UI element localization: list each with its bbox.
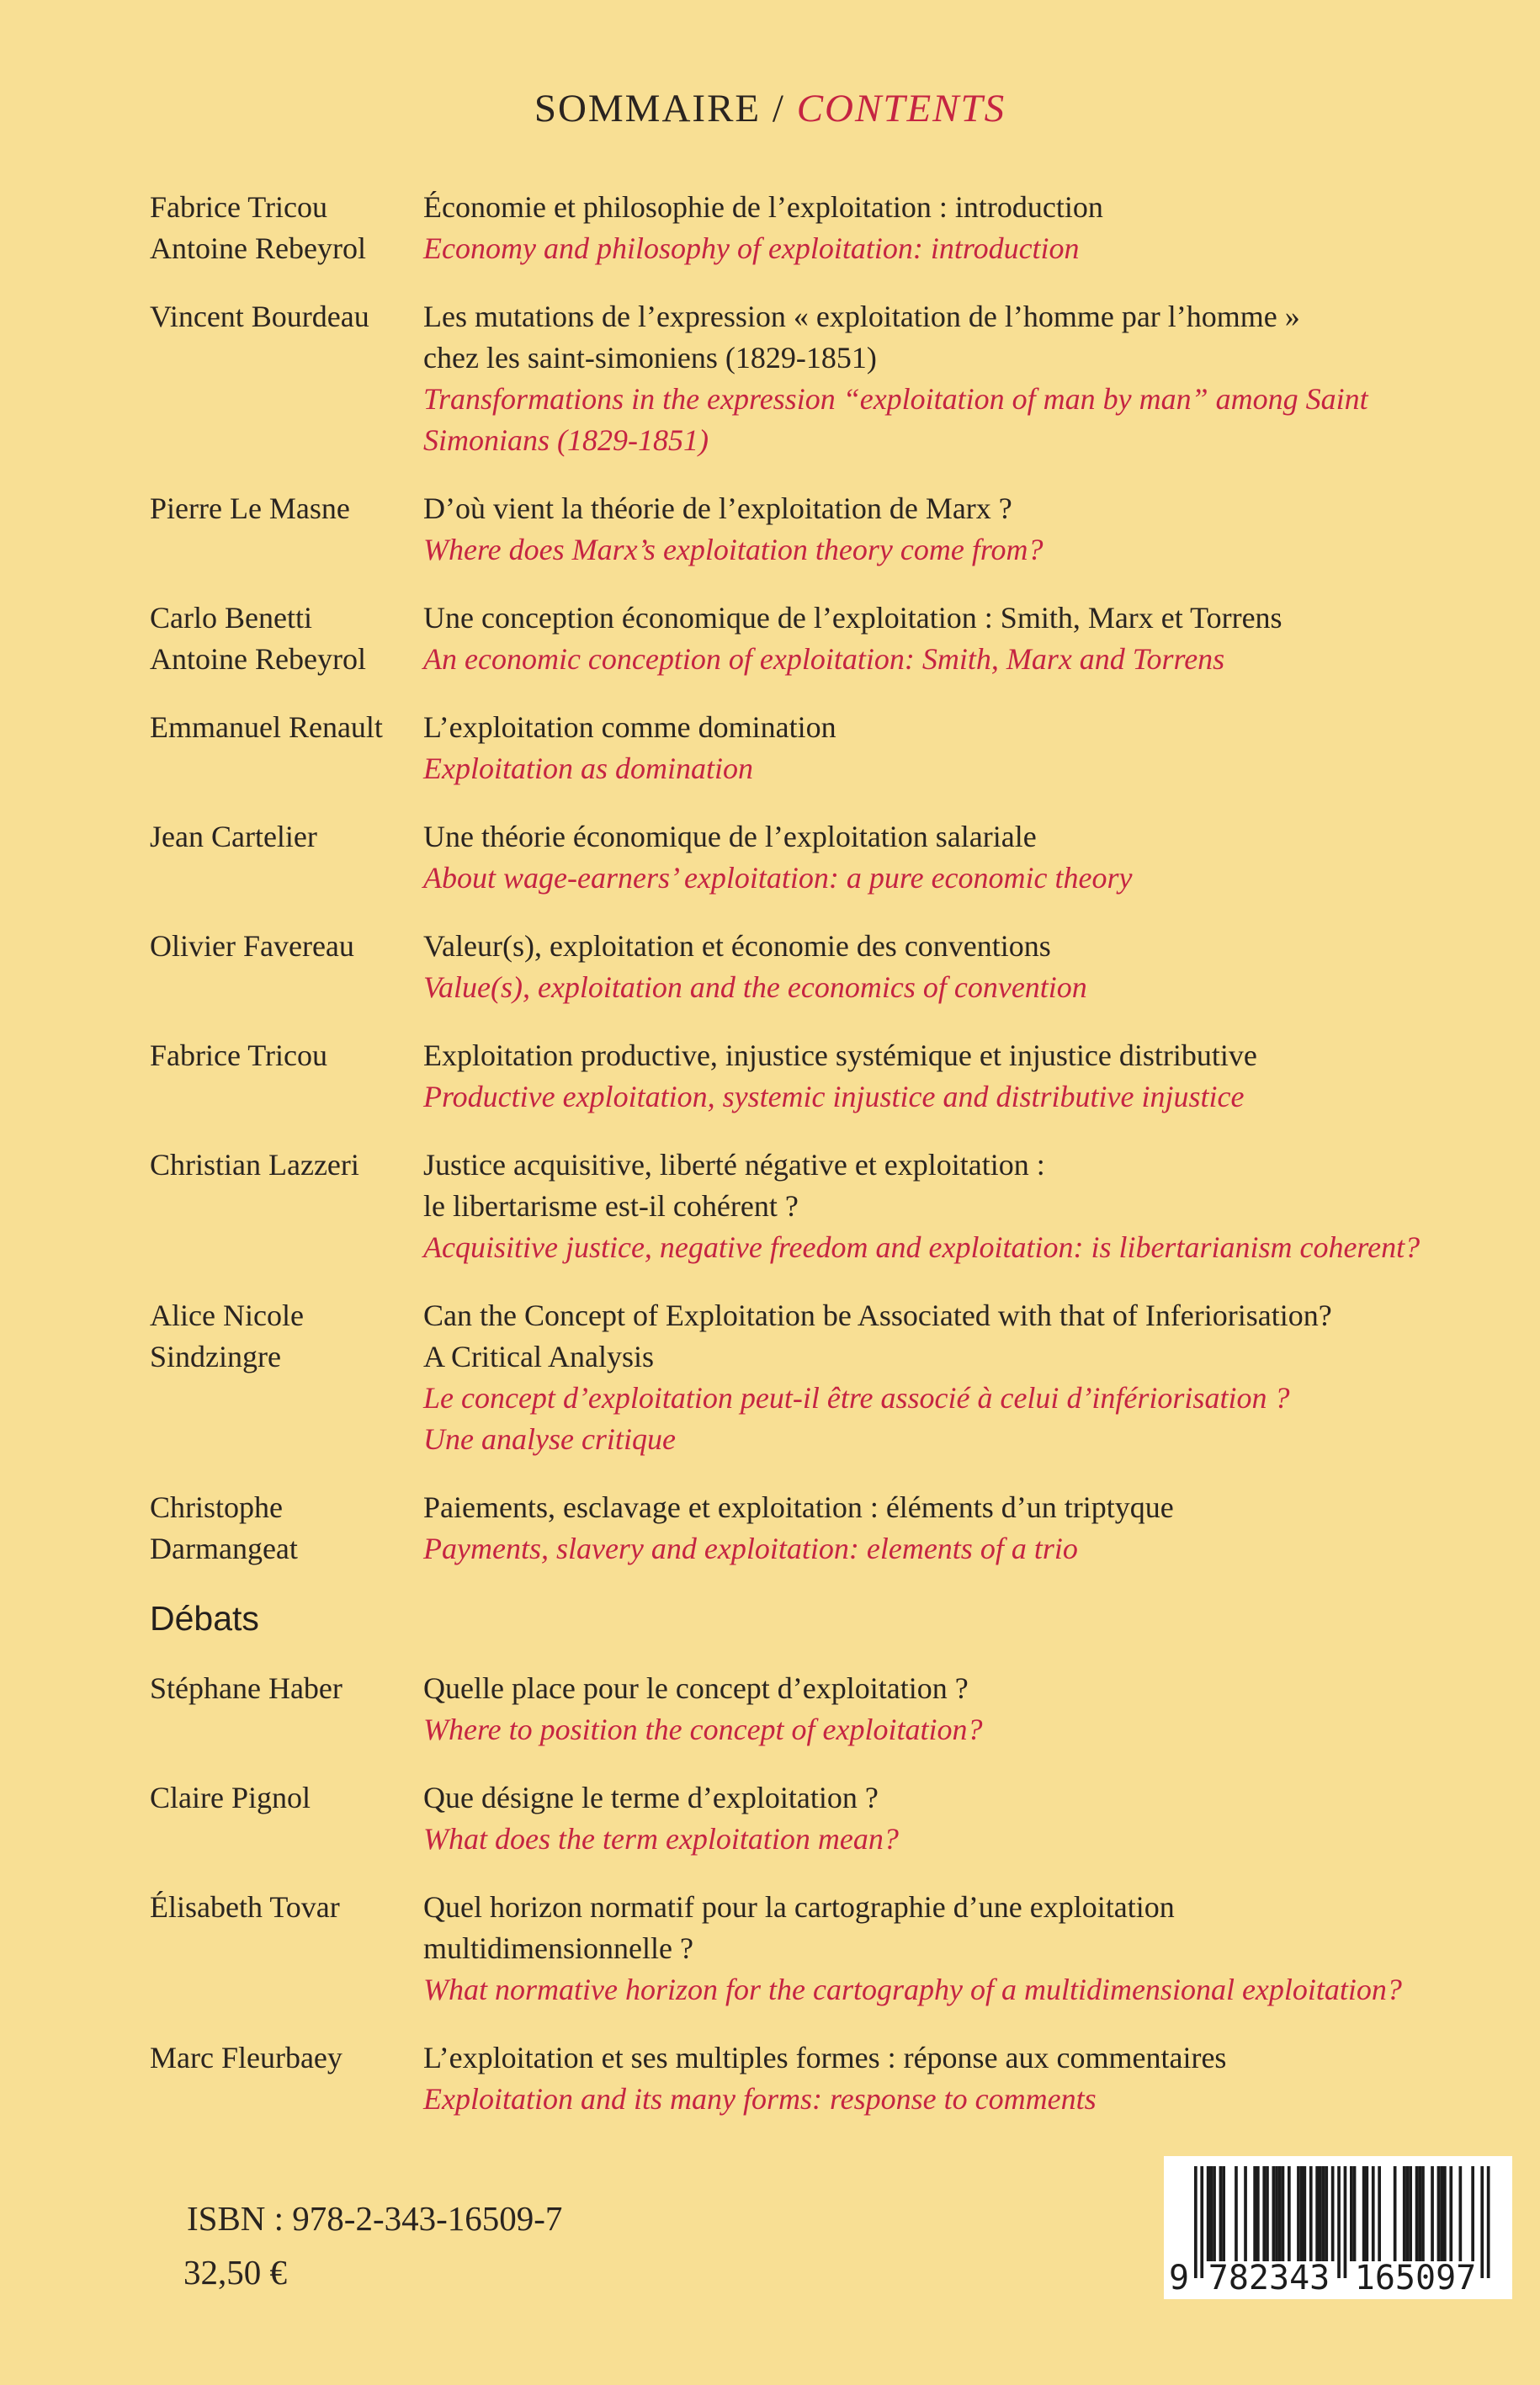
barcode-digit-left: 9	[1168, 2259, 1190, 2297]
entry-authors	[150, 1487, 423, 1570]
toc-entry	[150, 1145, 1481, 1268]
entry-titles	[423, 1295, 1481, 1460]
author-name: Antoine Rebeyrol	[150, 642, 366, 676]
author-name: Fabrice Tricou	[150, 1038, 327, 1072]
entry-titles	[423, 296, 1481, 461]
title-contents: CONTENTS	[796, 87, 1006, 130]
title-original: D’où vient la théorie de l’exploitation de Marx ?	[423, 491, 1012, 525]
author-name: Sindzingre	[150, 1340, 281, 1373]
entry-authors	[150, 1668, 423, 1709]
entry-authors	[150, 1145, 423, 1186]
entry-titles	[423, 1035, 1481, 1118]
title-translation: Une analyse critique	[423, 1422, 676, 1456]
toc-entry	[150, 598, 1481, 680]
title-translation: Le concept d’exploitation peut-il être associé à celui d’infériorisation ?	[423, 1381, 1290, 1415]
title-original: Can the Concept of Exploitation be Associated with that of Inferiorisation?	[423, 1299, 1332, 1332]
entry-authors	[150, 1035, 423, 1076]
entry-titles	[423, 926, 1481, 1008]
table-of-contents	[150, 187, 1481, 2147]
toc-articles-group	[150, 187, 1481, 1570]
author-name: Carlo Benetti	[150, 601, 312, 635]
title-translation: Where does Marx’s exploitation theory come from?	[423, 533, 1043, 566]
entry-authors	[150, 2037, 423, 2079]
title-original: L’exploitation et ses multiples formes : réponse aux commentaires	[423, 2041, 1227, 2074]
title-translation: Simonians (1829-1851)	[423, 423, 709, 457]
toc-entry	[150, 2037, 1481, 2120]
title-translation: Economy and philosophy of exploitation: introduction	[423, 231, 1080, 265]
entry-authors	[150, 598, 423, 680]
entry-titles	[423, 187, 1481, 269]
toc-entry	[150, 926, 1481, 1008]
entry-titles	[423, 488, 1481, 571]
title-original: Quel horizon normatif pour la cartographie d’une exploitation	[423, 1890, 1175, 1924]
author-name: Fabrice Tricou	[150, 190, 327, 224]
title-translation: Where to position the concept of exploitation?	[423, 1713, 983, 1746]
title-translation: About wage-earners’ exploitation: a pure economic theory	[423, 861, 1133, 895]
author-name: Claire Pignol	[150, 1781, 311, 1814]
entry-titles	[423, 1777, 1481, 1860]
entry-titles	[423, 816, 1481, 899]
entry-titles	[423, 1487, 1481, 1570]
author-name: Marc Fleurbaey	[150, 2041, 343, 2074]
toc-entry	[150, 1035, 1481, 1118]
title-original: Les mutations de l’expression « exploitation de l’homme par l’homme »	[423, 300, 1300, 333]
entry-authors	[150, 1295, 423, 1378]
author-name: Élisabeth Tovar	[150, 1890, 340, 1924]
title-original: Valeur(s), exploitation et économie des conventions	[423, 929, 1051, 963]
author-name: Stéphane Haber	[150, 1671, 343, 1705]
author-name: Emmanuel Renault	[150, 710, 383, 744]
title-translation: Acquisitive justice, negative freedom and exploitation: is libertarianism coherent?	[423, 1230, 1421, 1264]
entry-titles	[423, 1887, 1481, 2011]
title-original: Une conception économique de l’exploitation : Smith, Marx et Torrens	[423, 601, 1282, 635]
title-sommaire: SOMMAIRE /	[534, 87, 785, 130]
title-translation: Productive exploitation, systemic injustice and distributive injustice	[423, 1080, 1245, 1113]
barcode-digits-group2: 165097	[1354, 2259, 1477, 2297]
title-original: le libertarisme est-il cohérent ?	[423, 1189, 799, 1223]
title-translation: Transformations in the expression “exploitation of man by man” among Saint	[423, 382, 1368, 416]
author-name: Darmangeat	[150, 1532, 298, 1565]
title-original: chez les saint-simoniens (1829-1851)	[423, 341, 877, 374]
barcode-bars	[1164, 2156, 1512, 2299]
entry-titles	[423, 1668, 1481, 1750]
entry-authors	[150, 488, 423, 529]
title-translation: Exploitation and its many forms: response to comments	[423, 2082, 1097, 2116]
title-original: Quelle place pour le concept d’exploitation ?	[423, 1671, 969, 1705]
entry-authors	[150, 707, 423, 748]
author-name: Christophe	[150, 1490, 283, 1524]
entry-titles	[423, 1145, 1481, 1268]
barcode-digits-group1: 782343	[1208, 2259, 1330, 2297]
title-original: Économie et philosophie de l’exploitation : introduction	[423, 190, 1103, 224]
title-original: A Critical Analysis	[423, 1340, 654, 1373]
entry-authors	[150, 1887, 423, 1928]
isbn-text: ISBN : 978-2-343-16509-7	[187, 2199, 563, 2238]
title-translation: What does the term exploitation mean?	[423, 1822, 899, 1856]
title-original: multidimensionnelle ?	[423, 1931, 693, 1965]
entry-authors	[150, 1777, 423, 1819]
entry-titles	[423, 2037, 1481, 2120]
entry-authors	[150, 187, 423, 269]
title-original: Justice acquisitive, liberté négative et exploitation :	[423, 1148, 1045, 1182]
toc-entry	[150, 296, 1481, 461]
toc-entry	[150, 1487, 1481, 1570]
author-name: Antoine Rebeyrol	[150, 231, 366, 265]
author-name: Pierre Le Masne	[150, 491, 350, 525]
title-translation: Payments, slavery and exploitation: elements of a trio	[423, 1532, 1078, 1565]
author-name: Alice Nicole	[150, 1299, 304, 1332]
toc-entry	[150, 816, 1481, 899]
toc-entry	[150, 1887, 1481, 2011]
entry-authors	[150, 296, 423, 337]
author-name: Vincent Bourdeau	[150, 300, 369, 333]
author-name: Olivier Favereau	[150, 929, 354, 963]
title-original: Paiements, esclavage et exploitation : éléments d’un triptyque	[423, 1490, 1174, 1524]
toc-debates-group	[150, 1668, 1481, 2120]
title-translation: An economic conception of exploitation: Smith, Marx and Torrens	[423, 642, 1225, 676]
toc-entry	[150, 488, 1481, 571]
author-name: Jean Cartelier	[150, 820, 317, 853]
toc-entry	[150, 187, 1481, 269]
title-translation: What normative horizon for the cartography of a multidimensional exploitation?	[423, 1973, 1402, 2006]
section-label-debats: Débats	[150, 1599, 259, 1638]
toc-entry	[150, 1295, 1481, 1460]
entry-titles	[423, 707, 1481, 789]
title-original: Que désigne le terme d’exploitation ?	[423, 1781, 879, 1814]
title-original: Exploitation productive, injustice systémique et injustice distributive	[423, 1038, 1257, 1072]
author-name: Christian Lazzeri	[150, 1148, 359, 1182]
page-title	[0, 86, 1540, 131]
toc-entry	[150, 707, 1481, 789]
barcode	[1164, 2156, 1512, 2299]
title-translation: Value(s), exploitation and the economics of convention	[423, 970, 1087, 1004]
title-translation: Exploitation as domination	[423, 752, 753, 785]
toc-entry	[150, 1777, 1481, 1860]
entry-authors	[150, 816, 423, 858]
title-original: L’exploitation comme domination	[423, 710, 836, 744]
title-original: Une théorie économique de l’exploitation salariale	[423, 820, 1037, 853]
entry-titles	[423, 598, 1481, 680]
entry-authors	[150, 926, 423, 967]
toc-entry	[150, 1668, 1481, 1750]
price-text: 32,50 €	[183, 2253, 287, 2292]
